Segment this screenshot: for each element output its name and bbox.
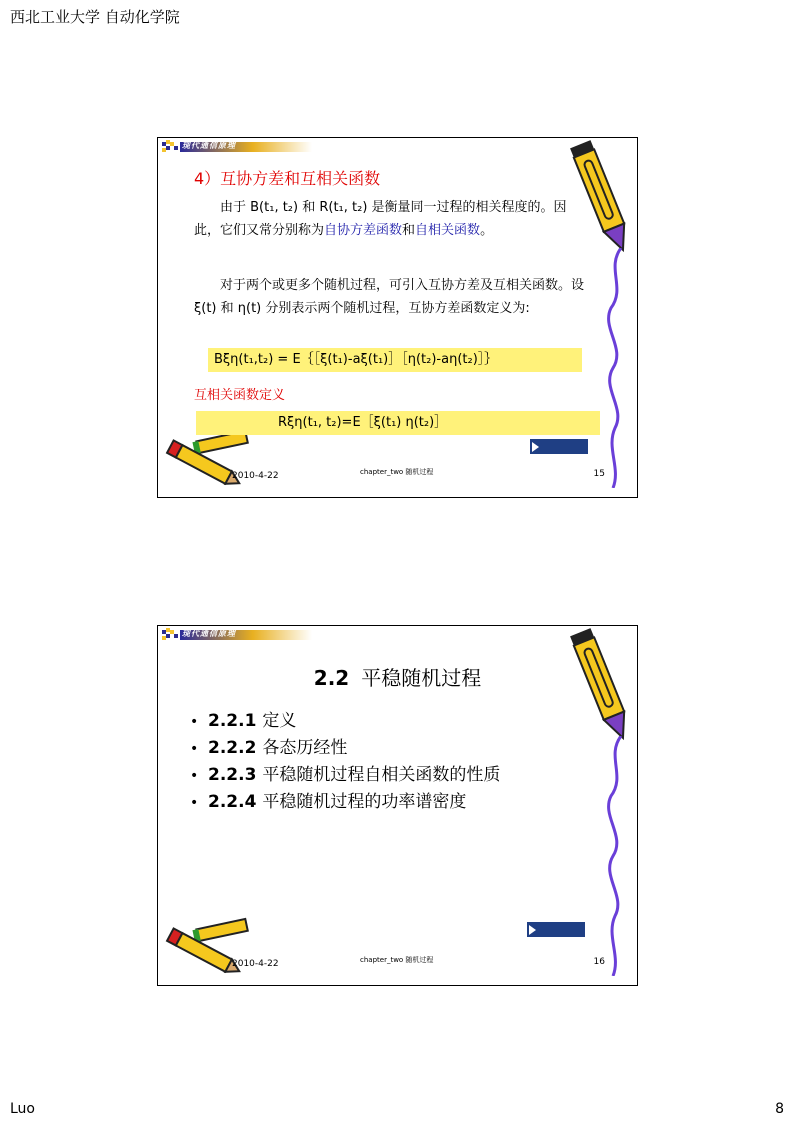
list-item: • 2.2.1 定义 [190,711,297,731]
list-item: • 2.2.4 平稳随机过程的功率谱密度 [190,792,467,812]
list-item: • 2.2.2 各态历经性 [190,738,348,758]
formula-cross-covariance: Bξη(t₁,t₂) = E｛［ξ(t₁)-aξ(t₁)］［η(t₂)-aη(t₂)］｝ [208,348,582,372]
banner-title: 现代通信原理 [182,628,236,638]
slide-16 [157,625,638,986]
footer-page-number: 8 [775,1101,784,1117]
slide-date: 2010-4-22 [232,959,279,969]
term-auto-correlation: 自相关函数 [415,223,481,238]
term-auto-covariance: 自协方差函数 [324,223,403,238]
document-header: 西北工业大学 自动化学院 [10,8,180,26]
slide-number: 15 [593,469,605,479]
slide-title: 4）互协方差和互相关函数 [194,169,381,188]
subheading-cross-correlation: 互相关函数定义 [194,388,286,403]
slide-15 [157,137,638,498]
paragraph-2: 对于两个或更多个随机过程，可引入互协方差及互相关函数。设 ξ(t) 和 η(t) 分别表示两个随机过程，互协方差函数定义为: [194,278,585,316]
slide-number: 16 [593,957,605,967]
next-slide-button[interactable] [525,922,585,937]
slide-date: 2010-4-22 [232,471,279,481]
slide-title: 2.2 平稳随机过程 [313,666,482,690]
footer-author: Luo [10,1101,35,1117]
next-slide-button[interactable] [528,439,588,454]
paragraph-1: 由于 B(t₁, t₂) 和 R(t₁, t₂) 是衡量同一过程的相关程度的。因此，它们又常分别称为自协方差函数和自相关函数。 [194,200,567,238]
squiggle-decoration [601,248,631,488]
formula-cross-correlation: Rξη(t₁, t₂)=E［ξ(t₁) η(t₂)］ [196,411,600,435]
squiggle-decoration [601,736,631,976]
slide-chapter: chapter_two 随机过程 [360,956,434,964]
list-item: • 2.2.3 平稳随机过程自相关函数的性质 [190,765,501,785]
slide-chapter: chapter_two 随机过程 [360,468,434,476]
pencils-icon [158,915,258,985]
pencils-icon [158,427,258,497]
banner-title: 现代通信原理 [182,140,236,150]
